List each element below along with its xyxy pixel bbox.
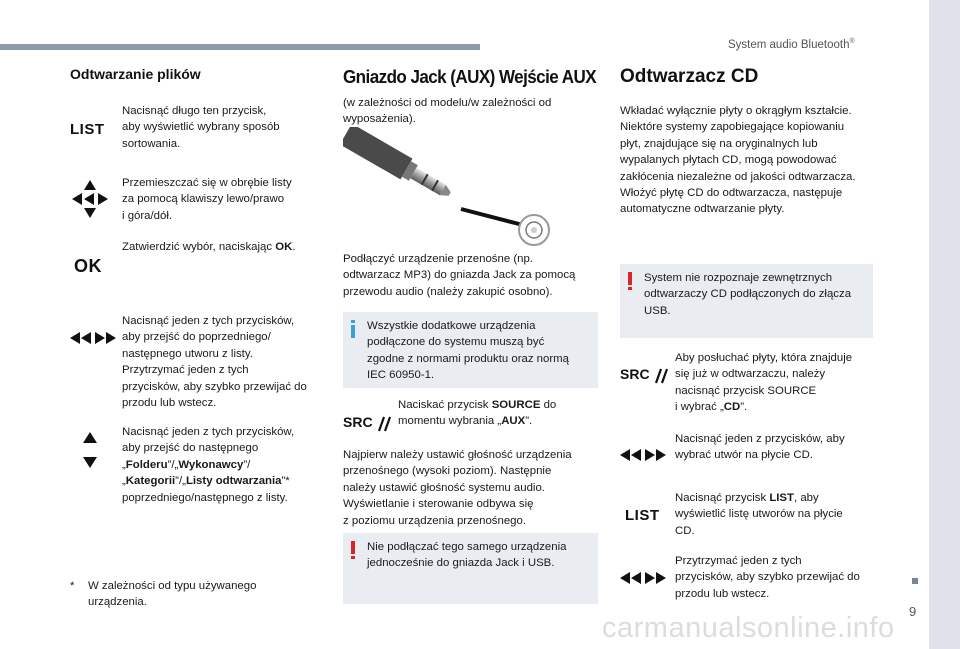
section-title: System audio Bluetooth® [728, 38, 855, 51]
src-button-icon: SRC [620, 366, 670, 386]
continuation-marker [912, 578, 918, 584]
cd-warning-box [620, 264, 873, 338]
warning-icon [351, 541, 355, 559]
list-sort-text: Nacisnąć długo ten przycisk, aby wyświetlić wybrany sposób sortowania. [122, 105, 280, 150]
cd-intro-text: Wkładać wyłącznie płyty o okrągłym kształcie. Niektóre systemy zapobiegające kopiowaniu płyt, znajdujące się na oryginalnych lub wypalanych płytach CD, mogą powodować zakłócenia niezależne od jakości odtwarzacza. Włożyć płytę CD do odtwarzacza, następuje automatyczne odtwarzanie płyty. [620, 105, 856, 216]
prev-next-arrows-icon [70, 331, 116, 345]
connect-device-text: Podłączyć urządzenie przenośne (np. odtwarzacz MP3) do gniazda Jack za pomocą przewodu audio (należy zakupić osobno). [343, 253, 576, 298]
prev-next-arrows-icon [620, 571, 666, 585]
aux-intro-text: (w zależności od modelu/w zależności od wyposażenia). [343, 97, 552, 126]
volume-text: Najpierw należy ustawić głośność urządzenia przenośnego (wysoki poziom). Następnie należy ustawić głośność systemu audio. Wyświetlanie i sterowanie odbywa się z poziomu urządzenia przenośnego. [343, 449, 572, 527]
cd-warning-text: System nie rozpoznaje zewnętrznych odtwarzaczy CD podłączonych do złącza USB. [644, 272, 852, 317]
select-track-text: Nacisnąć jeden z przycisków, aby wybrać utwór na płycie CD. [675, 433, 845, 462]
warning-icon [628, 272, 632, 290]
header-bar [0, 44, 480, 50]
prev-next-arrows-icon [620, 448, 666, 462]
cd-source-text: Aby posłuchać płyty, która znajduje się już w odtwarzaczu, należy nacisnąć przycisk SOURCE i wybrać „CD”. [675, 352, 853, 414]
confirm-text: Zatwierdzić wybór, naciskając OK. [122, 241, 296, 253]
four-arrows-icon [70, 178, 110, 220]
info-note-text: Wszystkie dodatkowe urządzenia podłączone do systemu muszą być zgodne z normami produktu oraz normą IEC 60950-1. [367, 320, 569, 382]
heading-file-playback: Odtwarzanie plików [70, 66, 201, 82]
side-tab [929, 0, 960, 649]
warning-note-text: Nie podłączać tego samego urządzenia jednocześnie do gniazda Jack i USB. [367, 541, 567, 570]
heading-aux-jack: Gniazdo Jack (AUX) Wejście AUX [343, 66, 597, 87]
cd-list-text: Nacisnąć przycisk LIST, aby wyświetlić listę utworów na płycie CD. [675, 492, 843, 537]
navigate-list-text: Przemieszczać się w obrębie listy za pomocą klawiszy lewo/prawo i góra/dół. [122, 177, 292, 222]
src-button-icon: SRC [343, 414, 393, 434]
source-aux-text: Naciskać przycisk SOURCE do momentu wybrania „AUX”. [398, 399, 557, 428]
folder-navigation-text: Nacisnąć jeden z tych przycisków, aby przejść do następnego „Folderu”/„Wykonawcy”/ „Kategorii”/„Listy odtwarzania”* poprzedniego/następnego z listy. [122, 426, 295, 504]
list-button-icon: LIST [625, 507, 660, 524]
info-icon [351, 320, 355, 338]
watermark: carmanualsonline.info [602, 612, 895, 644]
warning-note-box [343, 533, 598, 604]
prev-next-track-text: Nacisnąć jeden z tych przycisków, aby przejść do poprzedniego/ następnego utworu z listy. Przytrzymać jeden z tych przycisków, aby szybko przewijać do przodu lub wstecz. [122, 315, 307, 410]
jack-plug-illustration [343, 127, 553, 247]
fast-forward-text: Przytrzymać jeden z tych przycisków, aby szybko przewijać do przodu lub wstecz. [675, 555, 860, 600]
info-note-box [343, 312, 598, 388]
heading-cd-player: Odtwarzacz CD [620, 66, 759, 87]
up-down-arrows-icon [82, 432, 98, 468]
list-button-icon: LIST [70, 121, 105, 138]
ok-button-icon: OK [74, 256, 102, 276]
page-number: 9 [909, 604, 917, 619]
